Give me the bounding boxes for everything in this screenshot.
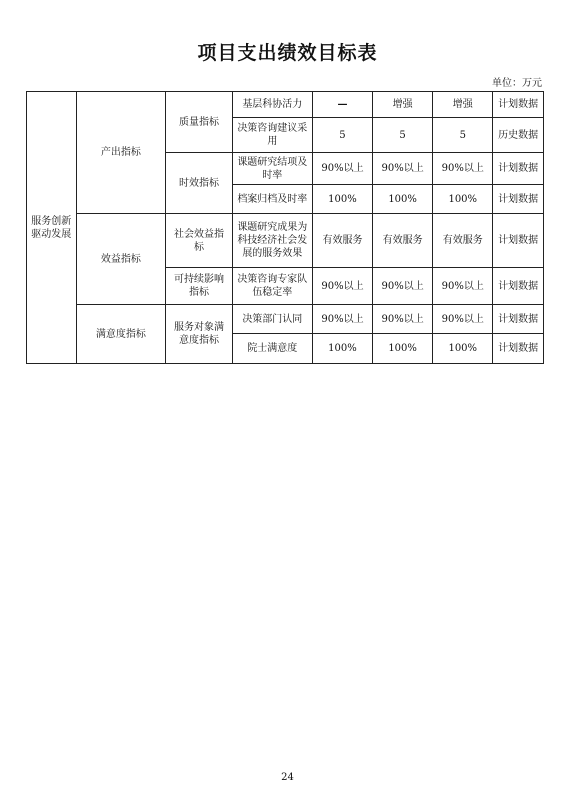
page-title: 项目支出绩效目标表 — [197, 42, 378, 64]
indicator-name: 课题研究结项及时率 — [232, 153, 312, 185]
indicator-value: 100% — [312, 185, 372, 214]
indicator-value: 100% — [433, 334, 493, 364]
table-row — [27, 92, 544, 118]
indicator-value: 90%以上 — [433, 153, 493, 185]
indicator-value: 90%以上 — [373, 153, 433, 185]
indicator-basis: 计划数据 — [493, 268, 544, 305]
indicator-basis: 计划数据 — [493, 214, 544, 268]
indicator-name: 档案归档及时率 — [232, 185, 312, 214]
unit-label: 单位：万元 — [492, 78, 542, 89]
group-benefit: 效益指标 — [76, 214, 166, 305]
indicator-name: 院士满意度 — [232, 334, 312, 364]
indicator-value: 90%以上 — [312, 305, 372, 334]
subgroup-quality: 质量指标 — [166, 92, 232, 153]
indicator-value: 增强 — [433, 92, 493, 118]
indicator-value: — — [312, 92, 372, 118]
indicator-value: 5 — [433, 118, 493, 153]
page-number: 24 — [281, 772, 294, 783]
indicator-value: 90%以上 — [312, 153, 372, 185]
indicator-basis: 计划数据 — [493, 185, 544, 214]
group-output: 产出指标 — [76, 92, 166, 214]
indicator-value: 5 — [312, 118, 372, 153]
indicator-value: 90%以上 — [433, 305, 493, 334]
indicator-value: 100% — [373, 334, 433, 364]
indicator-basis: 计划数据 — [493, 305, 544, 334]
indicator-name: 决策咨询专家队伍稳定率 — [232, 268, 312, 305]
indicator-name: 基层科协活力 — [232, 92, 312, 118]
indicator-basis: 计划数据 — [493, 334, 544, 364]
indicator-value: 有效服务 — [433, 214, 493, 268]
indicator-basis: 计划数据 — [493, 153, 544, 185]
indicator-value: 100% — [433, 185, 493, 214]
indicator-value: 有效服务 — [373, 214, 433, 268]
indicator-name: 决策部门认同 — [232, 305, 312, 334]
group-satisfaction: 满意度指标 — [76, 305, 166, 364]
indicator-value: 90%以上 — [373, 268, 433, 305]
indicator-value: 90%以上 — [373, 305, 433, 334]
indicator-value: 增强 — [373, 92, 433, 118]
indicator-value: 5 — [373, 118, 433, 153]
indicator-basis: 历史数据 — [493, 118, 544, 153]
table-row — [27, 305, 544, 334]
indicator-value: 100% — [312, 334, 372, 364]
indicator-name: 决策咨询建议采用 — [232, 118, 312, 153]
indicator-value: 100% — [373, 185, 433, 214]
indicator-basis: 计划数据 — [493, 92, 544, 118]
indicator-value: 90%以上 — [433, 268, 493, 305]
performance-target-table — [26, 91, 544, 364]
subgroup-timeliness: 时效指标 — [166, 153, 232, 214]
subgroup-service: 服务对象满意度指标 — [166, 305, 232, 364]
indicator-value: 90%以上 — [312, 268, 372, 305]
indicator-name: 课题研究成果为科技经济社会发展的服务效果 — [232, 214, 312, 268]
table-row — [27, 214, 544, 268]
subgroup-social: 社会效益指标 — [166, 214, 232, 268]
indicator-value: 有效服务 — [312, 214, 372, 268]
level1-indicator: 服务创新驱动发展 — [27, 92, 77, 364]
subgroup-sustain: 可持续影响指标 — [166, 268, 232, 305]
